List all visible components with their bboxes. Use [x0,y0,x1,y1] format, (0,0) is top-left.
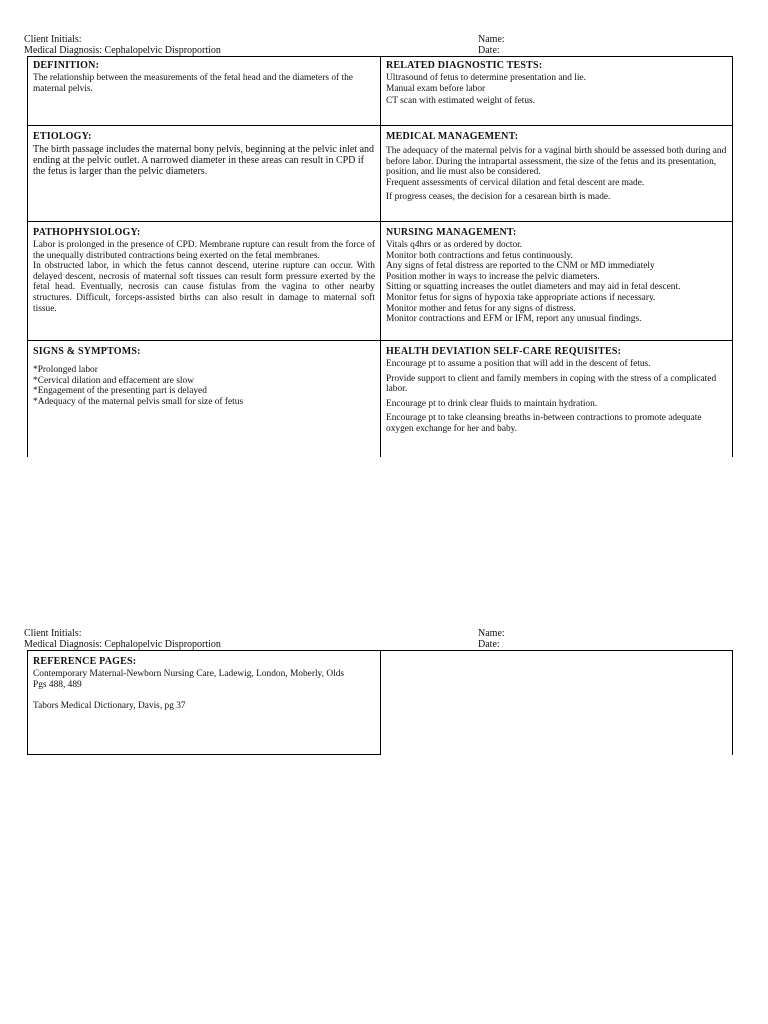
care-plan-grid [27,56,733,457]
nursing-management-section [381,222,732,340]
nursing-item: Monitor fetus for signs of hypoxia take appropriate actions if necessary. [386,292,656,303]
date-label: Date: [478,639,500,650]
name-label: Name: [478,628,505,639]
symptom-item: *Cervical dilation and effacement are slow [33,375,194,386]
medical-management-para: The adequacy of the maternal pelvis for a vaginal birth should be assessed both during and before labor. During the intrapartal assessment, the size of the fetus and its presentation, position, and lie must also be considered. [386,146,727,178]
symptom-item: *Adequacy of the maternal pelvis small for size of fetus [33,396,244,407]
related-test-item: Ultrasound of fetus to determine presentation and lie. [386,73,586,83]
reference-pages: Pgs 488, 489 [33,679,82,690]
date-label: Date: [478,45,500,56]
etiology-section [28,126,380,221]
medical-management-para: Frequent assessments of cervical dilation and fetal descent are made. [386,177,645,188]
pathophysiology-para: Labor is prolonged in the presence of CPD. Membrane rupture can result from the force of the unequally distributed contractions being exerted on the fetal membranes. [33,240,375,261]
etiology-text: The birth passage includes the maternal bony pelvis, beginning at the pelvic inlet and ending at the pelvic outlet. A narrowed diameter in these areas can result in CPD if the fetus is larger than the pelvic diameters. [33,144,375,178]
health-deviation-item: Encourage pt to take cleansing breaths in-between contractions to promote adequate oxygen exchange for her and baby. [386,413,702,434]
etiology-heading: ETIOLOGY: [33,131,92,142]
nursing-item: Monitor mother and fetus for any signs of distress. [386,303,576,314]
signs-symptoms-section [28,341,380,457]
medical-management-section [381,126,732,221]
page1-header-right [478,34,505,56]
reference-grid [27,650,733,755]
medical-management-para: If progress ceases, the decision for a cesarean birth is made. [386,192,611,203]
related-test-item: Manual exam before labor [386,83,486,94]
pathophysiology-para: In obstructed labor, in which the fetus cannot descend, uterine rupture can occur. With delayed descent, necrosis of maternal soft tissues can result form pressure exerted by the fetal head. Eventually, necrosis can cause fistulas from the vagina to other nearby structures. Difficult, forceps-assisted births can also result in damage to maternal soft tissue. [33,261,375,314]
reference-book: Contemporary Maternal-Newborn Nursing Care, Ladewig, London, Moberly, Olds [33,669,345,679]
definition-section [28,57,380,125]
related-tests-section [381,57,732,125]
nursing-item: Monitor both contractions and fetus continuously. [386,250,573,261]
nursing-item: Position mother in ways to increase the pelvic diameters. [386,271,600,282]
nursing-item: Any signs of fetal distress are reported to the CNM or MD immediately [386,261,655,272]
nursing-management-heading: NURSING MANAGEMENT: [386,227,517,238]
client-initials-label: Client Initials: [24,34,82,45]
page1-header-left [24,34,221,56]
page2-header-right [478,628,505,650]
definition-text: The relationship between the measurements of the fetal head and the diameters of the maternal pelvis. [33,73,353,94]
medical-diagnosis-label: Medical Diagnosis: Cephalopelvic Disproportion [24,45,221,56]
client-initials-label: Client Initials: [24,628,82,639]
pathophysiology-heading: PATHOPHYSIOLOGY: [33,227,141,238]
related-test-item: CT scan with estimated weight of fetus. [386,96,536,107]
health-deviation-item: Provide support to client and family members in coping with the stress of a complicated labor. [386,373,717,395]
nursing-item: Vitals q4hrs or as ordered by doctor. [386,240,523,250]
name-label: Name: [478,34,505,45]
medical-management-heading: MEDICAL MANAGEMENT: [386,131,519,142]
symptom-item: *Prolonged labor [33,365,98,375]
nursing-item: Sitting or squatting increases the outlet diameters and may aid in fetal descent. [386,282,681,293]
health-deviation-item: Encourage pt to assume a position that will add in the descent of fetus. [386,359,651,369]
signs-symptoms-heading: SIGNS & SYMPTOMS: [33,346,141,357]
related-tests-heading: RELATED DIAGNOSTIC TESTS: [386,60,543,71]
reference-empty-cell [381,651,732,755]
health-deviation-item: Encourage pt to drink clear fluids to maintain hydration. [386,398,598,409]
medical-diagnosis-label: Medical Diagnosis: Cephalopelvic Disproportion [24,639,221,650]
symptom-item: *Engagement of the presenting part is delayed [33,386,207,397]
health-deviation-heading: HEALTH DEVIATION SELF-CARE REQUISITES: [386,346,622,357]
reference-heading: REFERENCE PAGES: [33,656,137,667]
reference-section [28,651,380,754]
reference-dictionary: Tabors Medical Dictionary, Davis, pg 37 [33,701,186,712]
definition-heading: DEFINITION: [33,60,100,71]
pathophysiology-section [28,222,380,340]
health-deviation-section [381,341,732,457]
nursing-item: Monitor contractions and EFM or IFM, report any unusual findings. [386,314,642,325]
page2-header-left [24,628,221,650]
